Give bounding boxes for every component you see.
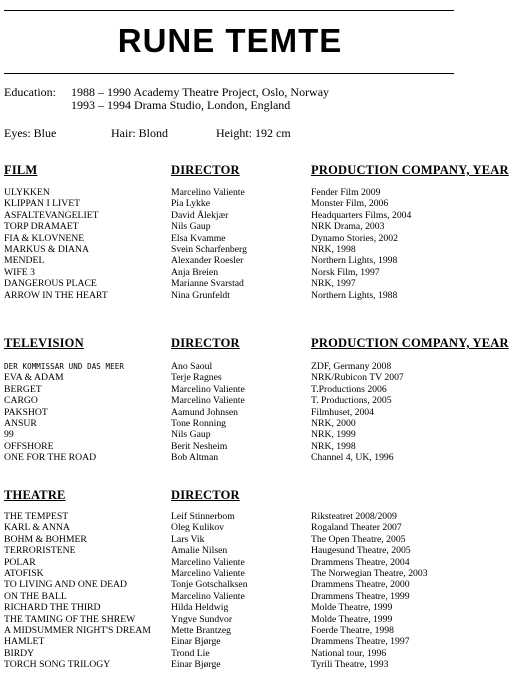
- credit-production: Drammens Theatre, 2000: [311, 579, 410, 591]
- credit-director: Trond Lie: [171, 647, 210, 659]
- television-credit-row: [0, 407, 513, 418]
- credit-production: Headquarters Films, 2004: [311, 209, 412, 221]
- credit-title: ASFALTEVANGELIET: [4, 209, 99, 221]
- credit-title: TO LIVING AND ONE DEAD: [4, 579, 128, 591]
- television-credit-row: [0, 361, 513, 372]
- credit-director: Nils Gaup: [171, 429, 211, 441]
- credit-production: Molde Theatre, 1999: [311, 613, 393, 625]
- credit-title: WIFE 3: [4, 266, 35, 278]
- credit-title: THE TAMING OF THE SHREW: [4, 613, 136, 625]
- film-credit-row: [0, 198, 513, 209]
- credit-production: Fender Film 2009: [311, 187, 381, 198]
- television-credit-row: [0, 429, 513, 440]
- credit-title: FIA & KLOVNENE: [4, 232, 85, 244]
- film-credit-row: [0, 290, 513, 301]
- credit-production: Riksteatret 2008/2009: [311, 511, 397, 522]
- credit-title: THE TEMPEST: [4, 511, 69, 522]
- credit-director: Oleg Kulikov: [171, 522, 225, 534]
- credit-title: KLIPPAN I LIVET: [4, 198, 81, 210]
- credit-director: Aamund Johnsen: [171, 406, 238, 418]
- credit-title: ATOFISK: [4, 568, 44, 579]
- credit-title: RICHARD THE THIRD: [4, 602, 101, 614]
- film-credit-row: [0, 255, 513, 266]
- theatre-credit-row: [0, 602, 513, 613]
- credit-director: Berit Nesheim: [171, 440, 228, 452]
- credit-title: ULYKKEN: [4, 187, 50, 198]
- credit-title: A MIDSUMMER NIGHT'S DREAM: [4, 625, 151, 636]
- television-credit-row: [0, 395, 513, 406]
- credit-production: National tour, 1996: [311, 647, 387, 659]
- credit-director: Marcelino Valiente: [171, 187, 245, 198]
- actor-name: RUNE TEMTE: [117, 22, 343, 59]
- theatre-director-header: DIRECTOR: [171, 488, 240, 502]
- credit-production: NRK, 1999: [311, 429, 356, 441]
- credit-production: Channel 4, UK, 1996: [311, 452, 394, 464]
- theatre-header: THEATRE: [4, 488, 66, 502]
- credit-director: Ano Saoul: [171, 361, 213, 372]
- education-line-1: 1988 – 1990 Academy Theatre Project, Oslo, Norway: [71, 85, 330, 99]
- credit-director: Pia Lykke: [171, 198, 211, 210]
- credit-production: Rogaland Theater 2007: [311, 522, 402, 534]
- credit-title: DER KOMMISSAR UND DAS MEER: [4, 362, 124, 371]
- credit-director: Bob Altman: [171, 452, 219, 464]
- credit-production: Drammens Theatre, 1999: [311, 590, 410, 602]
- television-credit-row: [0, 372, 513, 383]
- name-underline: [4, 73, 454, 74]
- credit-director: Alexander Roesler: [171, 255, 244, 267]
- credit-production: The Open Theatre, 2005: [311, 533, 406, 545]
- credit-director: Mette Brantzeg: [171, 625, 231, 636]
- height: Height: 192 cm: [216, 126, 291, 140]
- theatre-credit-row: [0, 557, 513, 568]
- credit-production: Drammens Theatre, 2004: [311, 556, 410, 568]
- theatre-credit-row: [0, 625, 513, 636]
- credit-title: BIRDY: [4, 647, 35, 659]
- credit-production: Drammens Theatre, 1997: [311, 636, 410, 648]
- credit-title: TORP DRAMAET: [4, 221, 79, 233]
- television-credit-row: [0, 441, 513, 452]
- credit-director: Leif Stinnerbom: [171, 511, 235, 522]
- hair-color: Hair: Blond: [111, 126, 168, 140]
- credit-production: Filmhuset, 2004: [311, 406, 374, 418]
- theatre-credit-row: [0, 534, 513, 545]
- film-credit-row: [0, 221, 513, 232]
- top-rule: [4, 10, 454, 11]
- credit-title: KARL & ANNA: [4, 522, 70, 534]
- credit-director: Marcelino Valiente: [171, 383, 245, 395]
- credit-title: DANGEROUS PLACE: [4, 278, 97, 290]
- theatre-credit-row: [0, 591, 513, 602]
- credit-title: POLAR: [4, 556, 36, 568]
- theatre-credit-row: [0, 522, 513, 533]
- credit-director: David Ålekjær: [171, 209, 229, 221]
- credit-director: Terje Ragnes: [171, 372, 222, 384]
- television-credit-row: [0, 452, 513, 463]
- credit-production: NRK/Rubicon TV 2007: [311, 372, 404, 384]
- credit-title: ARROW IN THE HEART: [4, 289, 108, 301]
- credit-director: Einar Bjørge: [171, 636, 221, 648]
- credit-title: EVA & ADAM: [4, 372, 64, 384]
- credit-production: ZDF, Germany 2008: [311, 361, 392, 372]
- credit-director: Nina Grunfeldt: [171, 289, 230, 301]
- credit-title: MARKUS & DIANA: [4, 244, 90, 255]
- film-credit-row: [0, 278, 513, 289]
- television-header: TELEVISION: [4, 336, 84, 350]
- theatre-credit-row: [0, 636, 513, 647]
- film-credit-row: [0, 210, 513, 221]
- film-credit-row: [0, 244, 513, 255]
- credit-production: Northern Lights, 1988: [311, 289, 398, 301]
- television-credit-row: [0, 384, 513, 395]
- credit-production: Tyrili Theatre, 1993: [311, 659, 389, 671]
- television-credit-row: [0, 418, 513, 429]
- credit-production: NRK, 1998: [311, 440, 356, 452]
- credit-director: Marcelino Valiente: [171, 590, 245, 602]
- television-production-header: PRODUCTION COMPANY, YEAR: [311, 336, 509, 350]
- credit-director: Marcelino Valiente: [171, 568, 245, 579]
- credit-title: BOHM & BOHMER: [4, 533, 87, 545]
- credit-director: Nils Gaup: [171, 221, 211, 233]
- credit-director: Marcelino Valiente: [171, 556, 245, 568]
- film-director-header: DIRECTOR: [171, 163, 240, 177]
- credit-production: Foerde Theatre, 1998: [311, 625, 394, 636]
- credit-production: NRK, 2000: [311, 418, 356, 429]
- film-credit-row: [0, 267, 513, 278]
- credit-title: TERRORISTENE: [4, 545, 76, 557]
- credit-production: NRK, 1997: [311, 278, 356, 290]
- credit-title: PAKSHOT: [4, 406, 48, 418]
- credit-production: NRK Drama, 2003: [311, 221, 385, 233]
- credit-director: Marianne Svarstad: [171, 278, 244, 290]
- theatre-credit-row: [0, 648, 513, 659]
- education-line-2: 1993 – 1994 Drama Studio, London, England: [71, 98, 291, 112]
- credit-production: Molde Theatre, 1999: [311, 602, 393, 614]
- credit-production: T. Productions, 2005: [311, 395, 392, 407]
- film-header: FILM: [4, 163, 38, 177]
- credit-director: Hilda Heldwig: [171, 602, 229, 614]
- credit-production: Monster Film, 2006: [311, 198, 389, 210]
- credit-title: ONE FOR THE ROAD: [4, 452, 97, 464]
- education-label: Education:: [4, 85, 56, 99]
- credit-production: T.Productions 2006: [311, 383, 387, 395]
- film-production-header: PRODUCTION COMPANY, YEAR: [311, 163, 509, 177]
- credit-title: BERGET: [4, 383, 42, 395]
- credit-production: Northern Lights, 1998: [311, 255, 398, 267]
- credit-production: Haugesund Theatre, 2005: [311, 545, 411, 557]
- credit-director: Amalie Nilsen: [171, 545, 228, 557]
- credit-title: TORCH SONG TRILOGY: [4, 659, 111, 671]
- theatre-credit-row: [0, 545, 513, 556]
- credit-title: ANSUR: [4, 418, 37, 429]
- television-director-header: DIRECTOR: [171, 336, 240, 350]
- credit-production: The Norwegian Theatre, 2003: [311, 568, 428, 579]
- credit-director: Anja Breien: [171, 266, 219, 278]
- credit-director: Lars Vik: [171, 533, 205, 545]
- credit-title: OFFSHORE: [4, 440, 54, 452]
- theatre-credit-row: [0, 568, 513, 579]
- credit-title: MENDEL: [4, 255, 45, 267]
- credit-production: Dynamo Stories, 2002: [311, 232, 398, 244]
- credit-director: Marcelino Valiente: [171, 395, 245, 407]
- theatre-credit-row: [0, 579, 513, 590]
- credit-title: CARGO: [4, 395, 38, 407]
- credit-director: Tone Ronning: [171, 418, 227, 429]
- credit-director: Yngve Sundvor: [171, 613, 233, 625]
- credit-director: Tonje Gotschalksen: [171, 579, 248, 591]
- credit-director: Elsa Kvamme: [171, 232, 226, 244]
- film-credit-row: [0, 187, 513, 198]
- credit-title: 99: [4, 429, 14, 441]
- credit-director: Svein Scharfenberg: [171, 244, 247, 255]
- theatre-credit-row: [0, 659, 513, 670]
- film-credit-row: [0, 233, 513, 244]
- credit-title: ON THE BALL: [4, 590, 67, 602]
- credit-production: Norsk Film, 1997: [311, 266, 380, 278]
- credit-production: NRK, 1998: [311, 244, 356, 255]
- credit-director: Einar Bjørge: [171, 659, 221, 671]
- theatre-credit-row: [0, 614, 513, 625]
- eye-color: Eyes: Blue: [4, 126, 57, 140]
- credit-title: HAMLET: [4, 636, 45, 648]
- theatre-credit-row: [0, 511, 513, 522]
